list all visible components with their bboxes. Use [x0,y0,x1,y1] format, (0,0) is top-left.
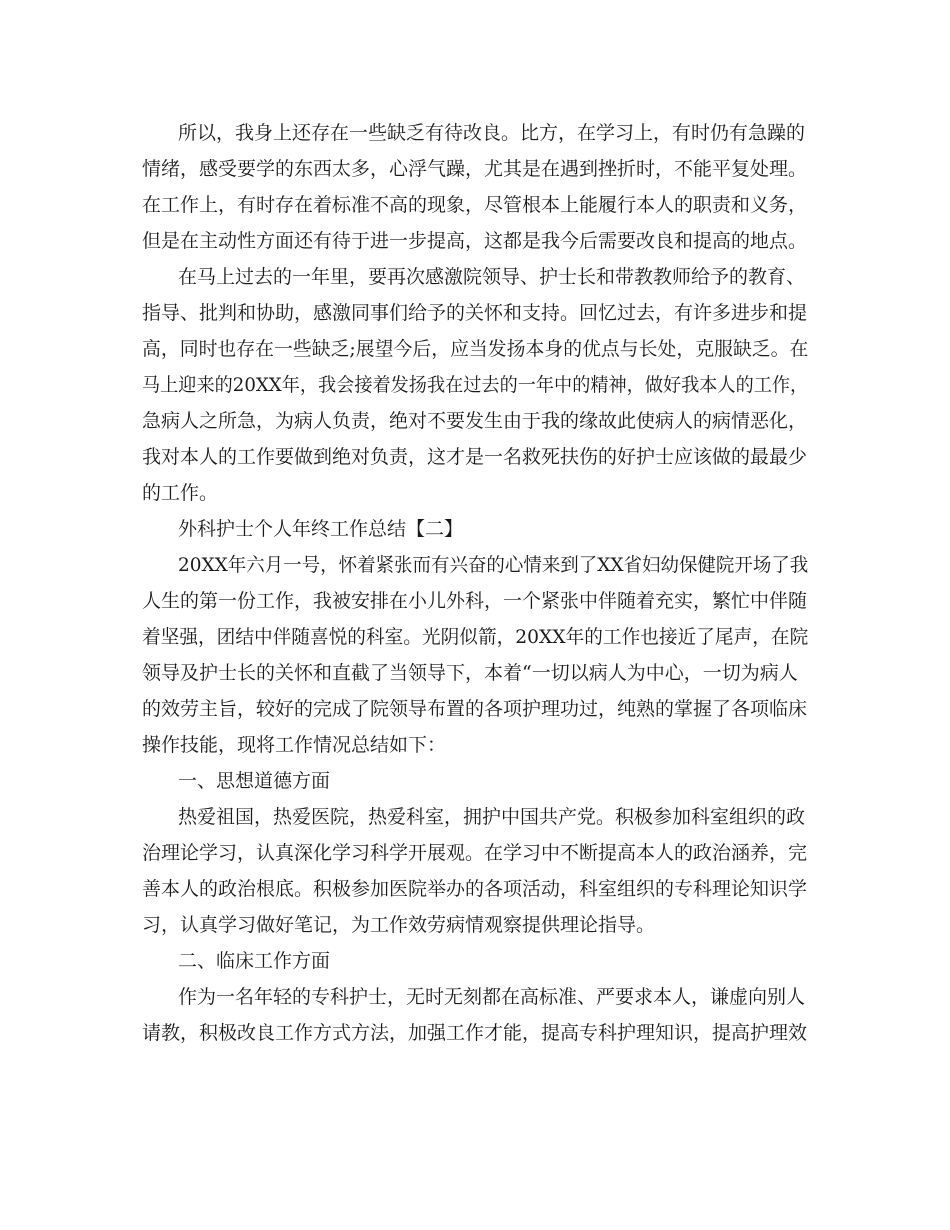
paragraph-line: 所以，我身上还存在一些缺乏有待改良。比方，在学习上，有时仍有急躁的 [178,122,806,144]
section-heading: 二、临床工作方面 [178,950,331,972]
paragraph-line: 急病人之所急，为病人负责，绝对不要发生由于我的缘故此使病人的病情恶化， [142,410,808,432]
paragraph-line: 的效劳主旨，较好的完成了院领导布置的各项护理功过，纯熟的掌握了各项临床 [142,698,808,720]
paragraph-line: 操作技能，现将工作情况总结如下： [142,734,447,756]
paragraph-line: 马上迎来的20XX年，我会接着发扬我在过去的一年中的精神，做好我本人的工作， [142,374,809,396]
paragraph-line: 着坚强，团结中伴随喜悦的科室。光阴似箭，20XX年的工作也接近了尾声，在院 [142,626,809,648]
paragraph-line: 在工作上，有时存在着标准不高的现象，尽管根本上能履行本人的职责和义务， [142,194,808,216]
paragraph-line: 习，认真学习做好笔记，为工作效劳病情观察提供理论指导。 [142,914,656,936]
paragraph-line: 20XX年六月一号，怀着紧张而有兴奋的心情来到了XX省妇幼保健院开场了我 [178,554,809,576]
paragraph-line: 的工作。 [142,482,219,504]
paragraph-line: 我对本人的工作要做到绝对负责，这才是一名救死扶伤的好护士应该做的最最少 [142,446,808,468]
paragraph-line: 但是在主动性方面还有待于进一步提高，这都是我今后需要改良和提高的地点。 [142,230,808,252]
paragraph-line: 善本人的政治根底。积极参加医院举办的各项活动，科室组织的专科理论知识学 [142,878,808,900]
paragraph-line: 人生的第一份工作，我被安排在小儿外科，一个紧张中伴随着充实，繁忙中伴随 [142,590,808,612]
paragraph-line: 作为一名年轻的专科护士，无时无刻都在高标准、严要求本人，谦虚向别人 [178,986,806,1008]
paragraph-line: 情绪，感受要学的东西太多，心浮气躁，尤其是在遇到挫折时，不能平复处理。 [142,158,808,180]
section-heading: 外科护士个人年终工作总结【二】 [178,518,464,540]
paragraph-line: 指导、批判和协助，感激同事们给予的关怀和支持。回忆过去，有许多进步和提 [142,302,808,324]
paragraph-line: 高，同时也存在一些缺乏;展望今后，应当发扬本身的优点与长处，克服缺乏。在 [142,338,809,360]
section-heading: 一、思想道德方面 [178,770,331,792]
paragraph-line: 请教，积极改良工作方式方法，加强工作才能，提高专科护理知识，提高护理效 [142,1022,808,1044]
paragraph-line: 在马上过去的一年里，要再次感激院领导、护士长和带教教师给予的教育、 [178,266,806,288]
paragraph-line: 领导及护士长的关怀和直截了当领导下，本着“一切以病人为中心，一切为病人 [142,662,798,684]
paragraph-line: 热爱祖国，热爱医院，热爱科室，拥护中国共产党。积极参加科室组织的政 [178,806,806,828]
paragraph-line: 治理论学习，认真深化学习科学开展观。在学习中不断提高本人的政治涵养，完 [142,842,808,864]
